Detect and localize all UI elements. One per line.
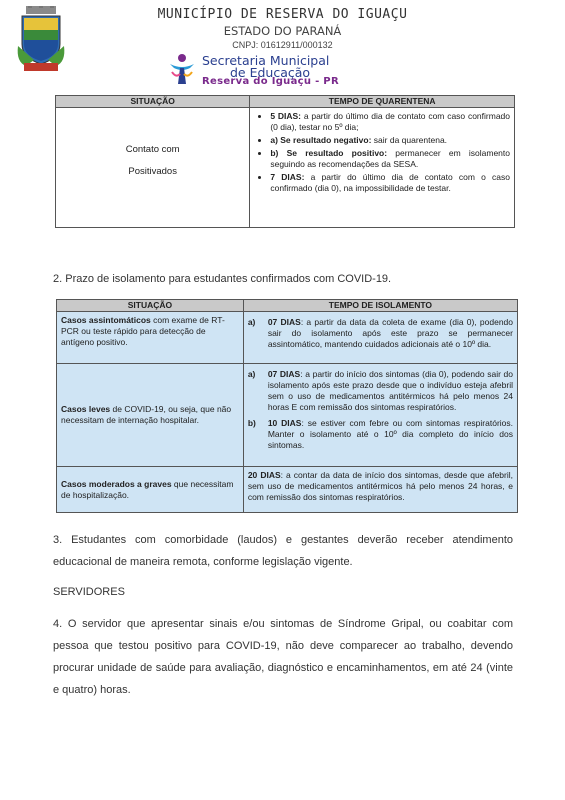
table-header-situation: SITUAÇÃO — [57, 300, 244, 312]
option-item: a) 07 DIAS: a partir do início dos sintomas (dia 0), podendo sair do isolamento após este prazo desde que o indivíduo esteja afebril sem o uso de medicamentos antitérmicos há pelo menos 24 horas E com remissão dos sintomas respiratórios. — [247, 369, 513, 412]
quarantine-table — [55, 95, 515, 228]
secretariat-name-cont: de Educação — [230, 65, 311, 80]
situation-cell — [56, 108, 250, 228]
paragraph-2: 2. Prazo de isolamento para estudantes confirmados com COVID-19. — [53, 273, 392, 285]
situation-cell: Casos leves de COVID-19, ou seja, que não necessitam de internação hospitalar. — [57, 364, 244, 467]
table-header-situation: SITUAÇÃO — [56, 96, 250, 108]
option-item: b) 10 DIAS: se estiver com febre ou com sintomas respiratórios. Manter o isolamento até o 10º dia completo do início dos sintomas. — [247, 418, 514, 450]
situation-cell: Casos moderados a graves que necessitam de hospitalização. — [57, 467, 244, 513]
table-header-isolation-time: TEMPO DE ISOLAMENTO — [243, 300, 517, 312]
quarantine-cell — [250, 108, 515, 228]
education-secretariat-logo-icon — [168, 52, 196, 86]
paragraph-4: 4. O servidor que apresentar sinais e/ou sintomas de Síndrome Gripal, ou coabitar com pessoa que testou positivo para COVID-19, não deve comparecer ao trabalho, devendo procurar unidade de saúde para avaliação, diagnóstico e encaminhamentos, em até 24 (vinte e quatro) horas. — [53, 618, 513, 696]
isolation-cell — [243, 312, 517, 364]
option-item: 20 DIAS: a contar da data de início dos sintomas, desde que afebril, sem uso de medicamentos antitérmicos há pelo menos 24 horas, e com remissão dos sintomas respiratórios. — [247, 470, 514, 502]
cnpj-text: CNPJ: 01612911/000132 — [232, 40, 333, 50]
option-item: a) 07 DIAS: a partir da data da coleta de exame (dia 0), podendo sair do isolamento após este prazo se permanecer assintomático, mantendo cuidados adicionais até o 10º dia. — [247, 317, 514, 349]
isolation-cell — [243, 467, 517, 513]
situation-cell: Casos assintomáticos com exame de RT-PCR ou teste rápido para detecção de antígeno positivo. — [57, 312, 244, 364]
list-item: • a) Se resultado negativo: sair da quarentena. — [270, 135, 510, 146]
table-header-quarantine-time: TEMPO DE QUARENTENA — [250, 96, 515, 108]
isolation-cell — [243, 364, 517, 467]
list-item: • 7 DIAS: a partir do último dia de contato com o caso confirmado (dia 0), na impossibilidade de testar. — [270, 172, 510, 194]
list-item: • b) Se resultado positivo: permanecer em isolamento seguindo as recomendações da SESA. — [270, 148, 510, 170]
secretariat-location: Reserva do Iguaçu - PR — [202, 76, 339, 87]
list-item: • 5 DIAS: a partir do último dia de contato com caso confirmado (0 dia), testar no 5º dia; — [270, 111, 510, 133]
municipality-title: MUNICÍPIO DE RESERVA DO IGUAÇU — [157, 7, 408, 22]
paragraph-3: 3. Estudantes com comorbidade (laudos) e gestantes deverão receber atendimento educacional de maneira remota, conforme legislação vigente. — [53, 534, 513, 568]
state-title: ESTADO DO PARANÁ — [223, 24, 342, 38]
isolation-table — [56, 299, 518, 513]
secretariat-name: Secretaria Municipal — [202, 53, 330, 68]
situation-line: Positivados — [128, 166, 177, 177]
section-title-servidores: SERVIDORES — [53, 586, 125, 598]
situation-line: Contato com — [125, 144, 180, 155]
